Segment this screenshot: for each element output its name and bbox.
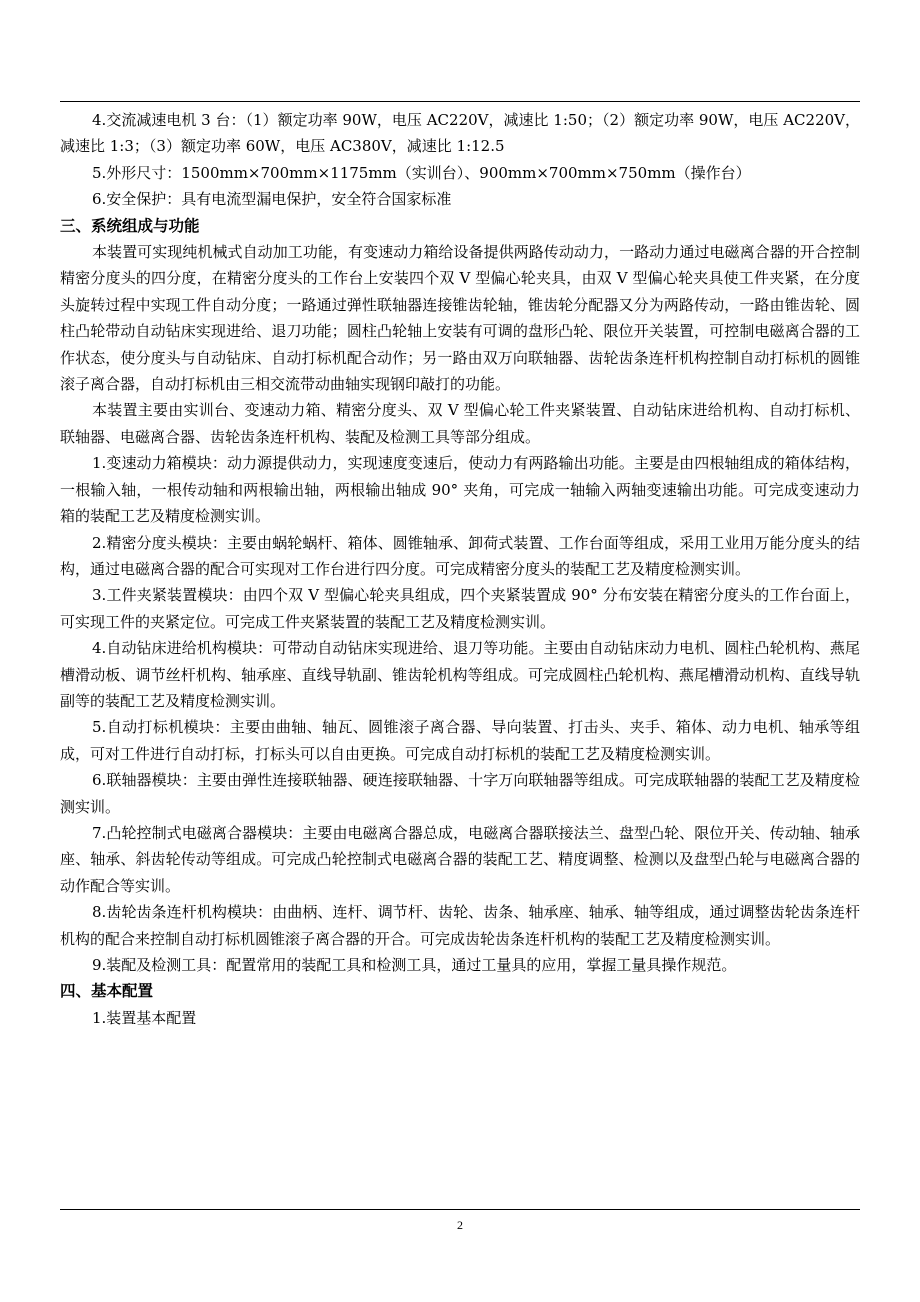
page-number: 2 bbox=[457, 1218, 463, 1232]
section3-intro-paragraph-2: 本装置主要由实训台、变速动力箱、精密分度头、双 V 型偏心轮工件夹紧装置、自动钻床进给机构、自动打标机、联轴器、电磁离合器、齿轮齿条连杆机构、装配及检测工具等部分组成。 bbox=[60, 401, 860, 446]
section4-subheading-1: 1.装置基本配置 bbox=[92, 1008, 197, 1027]
section-heading-3: 三、系统组成与功能 bbox=[60, 216, 200, 235]
spec-motor: 4.交流减速电机 3 台：（1）额定功率 90W，电压 AC220V，减速比 1:50；（2）额定功率 90W，电压 AC220V，减速比 1:3；（3）额定功率 60W，电压 AC380V，减速比 1:12.5 bbox=[60, 111, 860, 156]
footer-rule bbox=[60, 1209, 860, 1210]
module-item-4: 4.自动钻床进给机构模块：可带动自动钻床实现进给、退刀等功能。主要由自动钻床动力电机、圆柱凸轮机构、燕尾槽滑动板、调节丝杆机构、轴承座、直线导轨副、锥齿轮机构等组成。可完成圆柱凸轮机构、燕尾槽滑动机构、直线导轨副等的装配工艺及精度检测实训。 bbox=[60, 639, 860, 710]
spec-dimensions: 5.外形尺寸：1500mm×700mm×1175mm（实训台）、900mm×700mm×750mm（操作台） bbox=[92, 163, 751, 182]
module-item-8: 8.齿轮齿条连杆机构模块：由曲柄、连杆、调节杆、齿轮、齿条、轴承座、轴承、轴等组成，通过调整齿轮齿条连杆机构的配合来控制自动打标机圆锥滚子离合器的开合。可完成齿轮齿条连杆机构的装配工艺及精度检测实训。 bbox=[60, 903, 860, 948]
module-item-9: 9.装配及检测工具：配置常用的装配工具和检测工具，通过工量具的应用，掌握工量具操作规范。 bbox=[92, 956, 737, 974]
module-item-6: 6.联轴器模块：主要由弹性连接联轴器、硬连接联轴器、十字万向联轴器等组成。可完成联轴器的装配工艺及精度检测实训。 bbox=[60, 771, 860, 816]
module-item-1: 1.变速动力箱模块：动力源提供动力，实现速度变速后，使动力有两路输出功能。主要是由四根轴组成的箱体结构，一根输入轴，一根传动轴和两根输出轴，两根输出轴成 90° 夹角，可完成一轴输入两轴变速输出功能。可完成变速动力箱的装配工艺及精度检测实训。 bbox=[60, 454, 860, 526]
section3-intro-paragraph-1: 本装置可实现纯机械式自动加工功能，有变速动力箱给设备提供两路传动动力，一路动力通过电磁离合器的开合控制精密分度头的四分度，在精密分度头的工作台上安装四个双 V 型偏心轮夹具，由双 V 型偏心轮夹具使工件夹紧，在分度头旋转过程中实现工件自动分度；一路通过弹性联轴器连接锥齿轮轴，锥齿轮分配器又分为两路传动，一路由锥齿轮、圆柱凸轮带动自动钻床实现进给、退刀功能；圆柱凸轮轴上安装有可调的盘形凸轮、限位开关装置，可控制电磁离合器的工作状态，使分度头与自动钻床、自动打标机配合动作；另一路由双万向联轴器、齿轮齿条连杆机构控制自动打标机的圆锥滚子离合器，自动打标机由三相交流带动曲轴实现钢印敲打的功能。 bbox=[60, 243, 860, 394]
document-body bbox=[60, 107, 860, 1031]
module-item-3: 3.工件夹紧装置模块：由四个双 V 型偏心轮夹具组成，四个夹紧装置成 90° 分布安装在精密分度头的工作台面上，可实现工件的夹紧定位。可完成工件夹紧装置的装配工艺及精度检测实训。 bbox=[60, 586, 860, 631]
module-item-5: 5.自动打标机模块：主要由曲轴、轴瓦、圆锥滚子离合器、导向装置、打击头、夹手、箱体、动力电机、轴承等组成，可对工件进行自动打标，打标头可以自由更换。可完成自动打标机的装配工艺及精度检测实训。 bbox=[60, 718, 860, 763]
header-rule bbox=[60, 101, 860, 102]
spec-safety: 6.安全保护：具有电流型漏电保护，安全符合国家标准 bbox=[92, 190, 452, 209]
module-item-7: 7.凸轮控制式电磁离合器模块：主要由电磁离合器总成，电磁离合器联接法兰、盘型凸轮、限位开关、传动轴、轴承座、轴承、斜齿轮传动等组成。可完成凸轮控制式电磁离合器的装配工艺、精度调整、检测以及盘型凸轮与电磁离合器的动作配合等实训。 bbox=[60, 823, 860, 895]
module-item-2: 2.精密分度头模块：主要由蜗轮蜗杆、箱体、圆锥轴承、卸荷式装置、工作台面等组成，采用工业用万能分度头的结构，通过电磁离合器的配合可实现对工作台进行四分度。可完成精密分度头的装配工艺及精度检测实训。 bbox=[60, 533, 860, 578]
section-heading-4: 四、基本配置 bbox=[60, 982, 154, 1001]
